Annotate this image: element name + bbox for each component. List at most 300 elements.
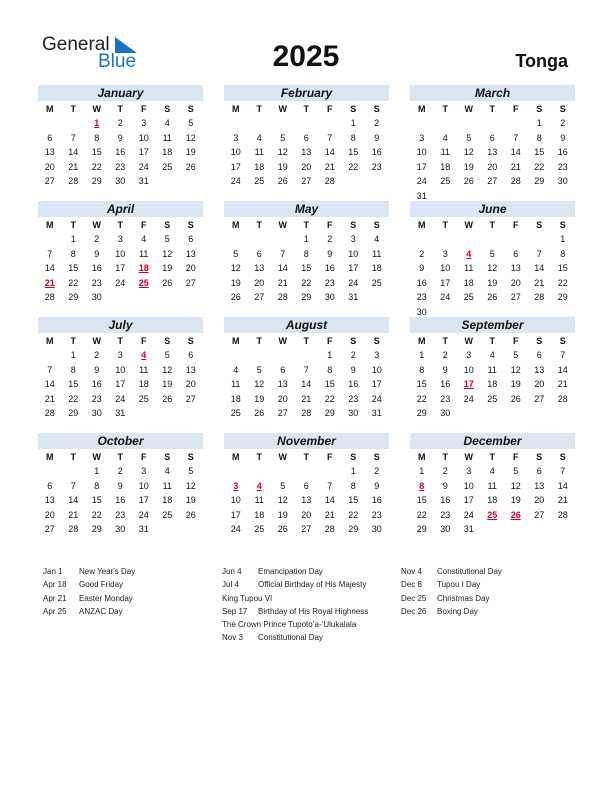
- holiday-entry: [401, 565, 502, 578]
- day-cell: 31: [463, 524, 474, 535]
- day-cell: 23: [91, 393, 102, 404]
- day-cell: 13: [277, 379, 288, 390]
- day-grid: [224, 116, 389, 189]
- day-cell: 6: [536, 466, 542, 476]
- day-cell: 1: [303, 234, 309, 244]
- empty-cell: [224, 232, 248, 247]
- day-cell: 2: [94, 234, 100, 244]
- month-title: July: [38, 317, 203, 333]
- day-cell: 27: [534, 509, 545, 520]
- day-cell: 22: [68, 277, 79, 288]
- weekday-label: F: [327, 104, 333, 114]
- country-name: Tonga: [515, 51, 568, 71]
- empty-cell: [248, 232, 272, 247]
- weekday-label: W: [464, 104, 473, 114]
- day-cell: 22: [68, 393, 79, 404]
- weekday-label: T: [489, 104, 495, 114]
- month-title: November: [224, 433, 389, 449]
- holiday-date: Nov 3: [222, 633, 243, 643]
- day-cell: 21: [324, 161, 335, 172]
- weekday-header: [410, 450, 575, 464]
- holiday-entry: [43, 605, 135, 618]
- day-cell: 12: [254, 379, 265, 390]
- weekday-label: T: [489, 452, 495, 462]
- weekday-label: T: [256, 452, 262, 462]
- day-cell: 3: [117, 234, 123, 244]
- day-cell: 31: [416, 190, 427, 201]
- month-title: August: [224, 317, 389, 333]
- day-cell: 9: [374, 132, 380, 143]
- day-cell: 11: [162, 132, 172, 143]
- holiday-entry: [222, 605, 368, 618]
- weekday-label: S: [164, 452, 171, 462]
- day-cell: 1: [350, 118, 356, 128]
- day-cell: 6: [188, 350, 194, 360]
- day-cell: 22: [348, 161, 359, 172]
- day-cell: 24: [230, 524, 241, 535]
- holiday-day: 26: [510, 509, 521, 520]
- month-april: [38, 201, 203, 305]
- day-cell: 15: [416, 495, 427, 506]
- day-cell: 18: [230, 393, 241, 404]
- month-october: [38, 433, 203, 537]
- day-cell: 9: [374, 480, 380, 491]
- weekday-label: T: [303, 220, 309, 230]
- day-cell: 23: [416, 292, 427, 303]
- day-cell: 16: [371, 495, 382, 506]
- weekday-label: W: [278, 220, 287, 230]
- holiday-day: 4: [466, 248, 472, 259]
- day-cell: 20: [487, 161, 498, 172]
- weekday-label: S: [373, 452, 380, 462]
- day-cell: 14: [277, 263, 288, 274]
- empty-cell: [248, 464, 272, 479]
- month-title: April: [38, 201, 203, 217]
- weekday-label: S: [350, 336, 357, 346]
- empty-cell: [410, 116, 434, 131]
- day-cell: 7: [536, 248, 542, 259]
- day-cell: 26: [185, 509, 196, 520]
- day-cell: 24: [463, 393, 474, 404]
- day-cell: 14: [557, 480, 568, 491]
- day-cell: 11: [231, 379, 241, 390]
- weekday-label: S: [559, 220, 566, 230]
- day-cell: 11: [162, 480, 172, 491]
- weekday-label: W: [278, 452, 287, 462]
- holiday-date: Jan 1: [43, 567, 63, 576]
- day-cell: 10: [463, 480, 474, 491]
- weekday-label: S: [350, 220, 357, 230]
- day-cell: 13: [534, 480, 545, 491]
- empty-cell: [38, 348, 62, 363]
- day-cell: 20: [510, 277, 521, 288]
- holiday-name: Tupou I Day: [437, 580, 481, 590]
- day-cell: 1: [536, 118, 542, 128]
- day-cell: 19: [254, 393, 265, 404]
- weekday-label: F: [513, 336, 519, 346]
- day-cell: 18: [254, 161, 265, 172]
- weekday-label: W: [278, 336, 287, 346]
- day-cell: 1: [327, 350, 333, 360]
- day-cell: 10: [371, 364, 382, 375]
- day-cell: 11: [487, 364, 497, 375]
- day-cell: 22: [91, 161, 102, 172]
- day-cell: 19: [510, 379, 521, 390]
- weekday-label: M: [418, 336, 426, 346]
- weekday-label: F: [513, 104, 519, 114]
- holiday-day: 8: [419, 480, 425, 491]
- day-cell: 14: [44, 263, 55, 274]
- day-cell: 24: [115, 393, 126, 404]
- day-cell: 12: [277, 495, 288, 506]
- holiday-day: 18: [138, 263, 149, 274]
- day-grid: [38, 348, 203, 421]
- day-cell: 4: [164, 466, 170, 476]
- day-cell: 31: [371, 408, 382, 419]
- empty-cell: [271, 464, 295, 479]
- day-cell: 27: [301, 524, 312, 535]
- day-cell: 10: [138, 132, 149, 143]
- day-cell: 28: [534, 292, 545, 303]
- weekday-label: T: [442, 336, 448, 346]
- day-cell: 7: [560, 350, 566, 360]
- holiday-entry: [222, 618, 368, 631]
- day-cell: 7: [327, 480, 333, 491]
- weekday-header: [38, 102, 203, 116]
- empty-cell: [224, 348, 248, 363]
- holiday-day: 25: [138, 277, 149, 288]
- empty-cell: [62, 116, 86, 131]
- day-cell: 26: [162, 393, 173, 404]
- weekday-label: M: [232, 336, 240, 346]
- day-cell: 18: [463, 277, 474, 288]
- weekday-header: [224, 102, 389, 116]
- weekday-label: F: [513, 220, 519, 230]
- weekday-label: F: [141, 336, 147, 346]
- day-cell: 7: [47, 248, 53, 259]
- weekday-header: [38, 218, 203, 232]
- empty-cell: [504, 116, 528, 131]
- day-grid: [410, 348, 575, 421]
- day-cell: 5: [489, 248, 495, 259]
- day-cell: 11: [372, 248, 382, 259]
- day-cell: 7: [303, 364, 309, 375]
- day-cell: 19: [463, 161, 474, 172]
- day-cell: 12: [185, 480, 196, 491]
- holiday-entry: [222, 631, 368, 644]
- weekday-label: M: [418, 104, 426, 114]
- day-cell: 22: [557, 277, 568, 288]
- day-cell: 17: [348, 263, 359, 274]
- day-cell: 11: [139, 364, 149, 375]
- empty-cell: [38, 116, 62, 131]
- day-cell: 15: [68, 263, 79, 274]
- day-cell: 3: [350, 234, 356, 244]
- weekday-label: T: [442, 220, 448, 230]
- month-title: March: [410, 85, 575, 101]
- day-cell: 29: [68, 408, 79, 419]
- weekday-label: M: [232, 104, 240, 114]
- day-cell: 2: [442, 466, 448, 476]
- holiday-date: Dec 8: [401, 580, 422, 590]
- day-cell: 24: [463, 509, 474, 520]
- weekday-label: S: [373, 104, 380, 114]
- day-cell: 27: [510, 292, 521, 303]
- day-cell: 29: [416, 408, 427, 419]
- weekday-label: S: [187, 104, 194, 114]
- empty-cell: [457, 116, 481, 131]
- day-cell: 25: [230, 408, 241, 419]
- day-cell: 11: [464, 263, 474, 274]
- day-cell: 5: [188, 466, 194, 476]
- day-cell: 19: [162, 263, 173, 274]
- day-cell: 27: [44, 176, 55, 187]
- empty-cell: [224, 116, 248, 131]
- holiday-date: Apr 18: [43, 580, 67, 590]
- weekday-header: [224, 218, 389, 232]
- holiday-day: 1: [94, 118, 100, 128]
- weekday-label: M: [418, 220, 426, 230]
- weekday-label: F: [141, 104, 147, 114]
- holiday-name: The Crown Prince Tupoto’a-‘Ulukalala: [222, 620, 357, 630]
- day-cell: 12: [230, 263, 241, 274]
- day-cell: 2: [117, 118, 123, 128]
- weekday-label: T: [303, 336, 309, 346]
- day-cell: 17: [416, 161, 427, 172]
- weekday-label: S: [536, 452, 543, 462]
- holiday-entry: [43, 578, 135, 591]
- empty-cell: [62, 464, 86, 479]
- month-march: [410, 85, 575, 204]
- empty-cell: [318, 116, 342, 131]
- holiday-date: Dec 26: [401, 606, 427, 616]
- weekday-label: T: [489, 220, 495, 230]
- day-cell: 25: [138, 393, 149, 404]
- day-cell: 21: [557, 379, 568, 390]
- day-cell: 13: [254, 263, 265, 274]
- weekday-label: T: [256, 104, 262, 114]
- month-september: [410, 317, 575, 421]
- day-cell: 25: [254, 524, 265, 535]
- day-cell: 1: [70, 350, 76, 360]
- holiday-name: Christmas Day: [437, 593, 490, 603]
- day-cell: 14: [510, 147, 521, 158]
- day-cell: 17: [115, 263, 126, 274]
- day-cell: 29: [68, 292, 79, 303]
- day-cell: 11: [139, 248, 149, 259]
- day-cell: 13: [510, 263, 521, 274]
- empty-cell: [271, 348, 295, 363]
- weekday-label: S: [373, 220, 380, 230]
- day-cell: 11: [254, 495, 264, 506]
- day-cell: 27: [185, 393, 196, 404]
- day-cell: 10: [440, 263, 451, 274]
- day-cell: 15: [534, 147, 545, 158]
- weekday-label: S: [350, 104, 357, 114]
- empty-cell: [271, 232, 295, 247]
- day-cell: 24: [138, 509, 149, 520]
- day-cell: 16: [115, 495, 126, 506]
- day-cell: 27: [534, 393, 545, 404]
- day-cell: 7: [560, 466, 566, 476]
- day-cell: 13: [44, 147, 55, 158]
- empty-cell: [410, 232, 434, 247]
- day-cell: 5: [280, 480, 286, 491]
- day-cell: 25: [162, 161, 173, 172]
- day-cell: 17: [463, 495, 474, 506]
- day-cell: 5: [188, 118, 194, 128]
- day-cell: 23: [440, 393, 451, 404]
- day-cell: 13: [301, 147, 312, 158]
- weekday-label: M: [46, 452, 54, 462]
- holiday-day: 4: [256, 480, 262, 491]
- day-cell: 9: [117, 480, 123, 491]
- day-cell: 23: [371, 161, 382, 172]
- day-cell: 10: [348, 248, 359, 259]
- day-grid: [410, 116, 575, 204]
- day-cell: 3: [466, 466, 472, 476]
- day-cell: 15: [91, 147, 102, 158]
- weekday-label: T: [117, 104, 123, 114]
- day-cell: 28: [68, 176, 79, 187]
- day-cell: 29: [91, 524, 102, 535]
- day-cell: 19: [510, 495, 521, 506]
- day-cell: 28: [324, 176, 335, 187]
- weekday-label: S: [350, 452, 357, 462]
- day-cell: 26: [510, 393, 521, 404]
- empty-cell: [224, 464, 248, 479]
- day-cell: 30: [557, 176, 568, 187]
- month-july: [38, 317, 203, 421]
- month-title: February: [224, 85, 389, 101]
- day-cell: 18: [487, 379, 498, 390]
- day-cell: 30: [115, 176, 126, 187]
- empty-cell: [481, 116, 505, 131]
- day-cell: 29: [557, 292, 568, 303]
- holiday-name: Easter Monday: [79, 593, 133, 603]
- day-cell: 20: [301, 161, 312, 172]
- weekday-label: T: [70, 220, 76, 230]
- day-cell: 25: [371, 277, 382, 288]
- page-title-year: 2025: [272, 40, 340, 73]
- day-cell: 31: [138, 176, 149, 187]
- day-cell: 24: [138, 161, 149, 172]
- day-cell: 23: [115, 161, 126, 172]
- day-cell: 9: [94, 248, 100, 259]
- day-cell: 18: [138, 379, 149, 390]
- day-cell: 21: [324, 509, 335, 520]
- day-cell: 29: [534, 176, 545, 187]
- day-cell: 22: [301, 277, 312, 288]
- weekday-label: F: [141, 452, 147, 462]
- day-cell: 10: [416, 147, 427, 158]
- day-cell: 26: [230, 292, 241, 303]
- weekday-label: F: [327, 336, 333, 346]
- weekday-label: M: [46, 220, 54, 230]
- weekday-label: W: [92, 220, 101, 230]
- weekday-label: T: [117, 220, 123, 230]
- weekday-label: T: [442, 452, 448, 462]
- weekday-label: T: [70, 452, 76, 462]
- day-cell: 31: [115, 408, 126, 419]
- weekday-label: S: [187, 220, 194, 230]
- day-cell: 5: [513, 350, 519, 360]
- day-cell: 17: [115, 379, 126, 390]
- day-cell: 31: [348, 292, 359, 303]
- day-cell: 4: [489, 350, 495, 360]
- empty-cell: [295, 116, 319, 131]
- day-cell: 11: [487, 480, 497, 491]
- day-cell: 13: [301, 495, 312, 506]
- day-cell: 9: [442, 480, 448, 491]
- day-cell: 17: [371, 379, 382, 390]
- day-cell: 26: [463, 176, 474, 187]
- day-cell: 29: [301, 292, 312, 303]
- weekday-header: [410, 334, 575, 348]
- day-cell: 2: [419, 248, 425, 259]
- day-cell: 8: [350, 132, 356, 143]
- holiday-entry: [401, 605, 502, 618]
- day-cell: 20: [185, 263, 196, 274]
- logo-text-general: General: [42, 34, 110, 55]
- day-cell: 4: [374, 234, 380, 244]
- day-cell: 7: [70, 480, 76, 491]
- day-cell: 1: [94, 466, 100, 476]
- day-cell: 6: [303, 480, 309, 491]
- day-cell: 8: [94, 132, 100, 143]
- day-cell: 16: [440, 379, 451, 390]
- day-cell: 27: [277, 408, 288, 419]
- empty-cell: [504, 232, 528, 247]
- day-cell: 8: [327, 364, 333, 375]
- empty-cell: [528, 232, 552, 247]
- day-cell: 8: [560, 248, 566, 259]
- empty-cell: [38, 464, 62, 479]
- weekday-label: M: [418, 452, 426, 462]
- weekday-label: M: [232, 220, 240, 230]
- day-cell: 25: [162, 509, 173, 520]
- day-cell: 27: [254, 292, 265, 303]
- weekday-label: M: [46, 336, 54, 346]
- weekday-label: T: [256, 336, 262, 346]
- day-cell: 3: [233, 132, 239, 143]
- empty-cell: [248, 348, 272, 363]
- holiday-date: Apr 21: [43, 593, 67, 603]
- day-cell: 21: [301, 393, 312, 404]
- day-cell: 2: [117, 466, 123, 476]
- day-cell: 24: [348, 277, 359, 288]
- day-cell: 2: [374, 118, 380, 128]
- empty-cell: [271, 116, 295, 131]
- day-cell: 17: [440, 277, 451, 288]
- day-cell: 3: [117, 350, 123, 360]
- day-cell: 16: [115, 147, 126, 158]
- holiday-entry: [222, 578, 368, 591]
- day-cell: 20: [254, 277, 265, 288]
- day-cell: 22: [348, 509, 359, 520]
- weekday-label: S: [187, 336, 194, 346]
- day-cell: 9: [350, 364, 356, 375]
- day-cell: 12: [463, 147, 474, 158]
- month-title: September: [410, 317, 575, 333]
- weekday-label: T: [303, 452, 309, 462]
- day-cell: 14: [557, 364, 568, 375]
- day-cell: 8: [303, 248, 309, 259]
- month-november: [224, 433, 389, 537]
- day-cell: 2: [350, 350, 356, 360]
- day-cell: 22: [416, 393, 427, 404]
- day-cell: 10: [115, 248, 126, 259]
